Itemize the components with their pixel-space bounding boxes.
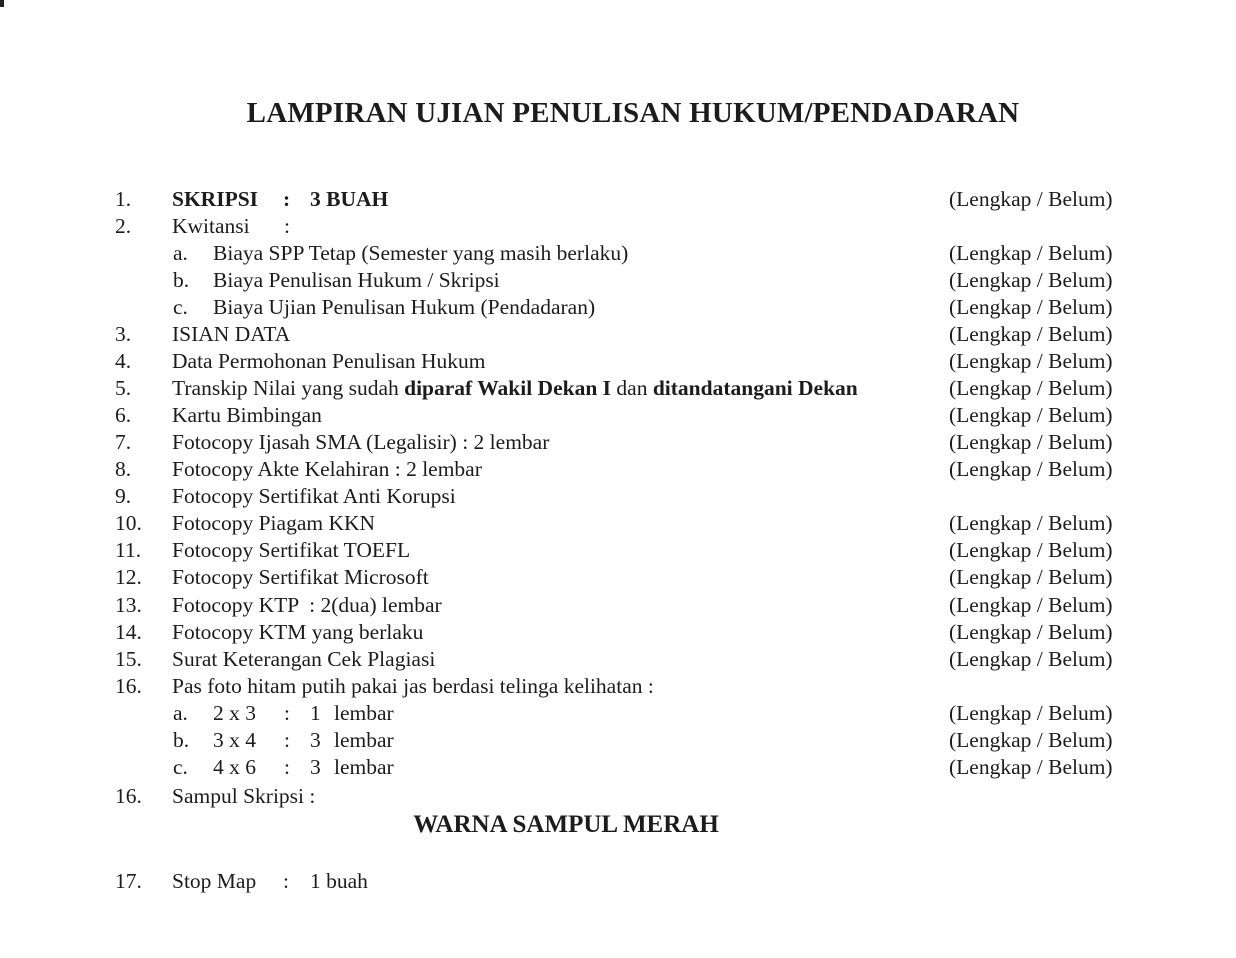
list-item-4 bbox=[0, 348, 1236, 375]
item-number: 7. bbox=[115, 430, 132, 454]
list-item-16b bbox=[0, 727, 1236, 754]
list-item-2a bbox=[0, 240, 1236, 267]
item-separator: : bbox=[284, 701, 290, 725]
cover-color-heading: WARNA SAMPUL MERAH bbox=[413, 811, 719, 838]
item-text bbox=[172, 375, 858, 402]
status-label: (Lengkap / Belum) bbox=[949, 241, 1113, 265]
status-label: (Lengkap / Belum) bbox=[949, 728, 1113, 752]
list-item-5 bbox=[0, 375, 1236, 402]
item-letter: b. bbox=[173, 268, 190, 292]
status-label: (Lengkap / Belum) bbox=[949, 565, 1113, 589]
document-title: LAMPIRAN UJIAN PENULISAN HUKUM/PENDADARAN bbox=[246, 97, 1020, 129]
list-item-17 bbox=[0, 868, 1236, 895]
status-label: (Lengkap / Belum) bbox=[949, 268, 1113, 292]
list-item-2 bbox=[0, 213, 1236, 240]
item-number: 6. bbox=[115, 403, 132, 427]
item-value: 1 buah bbox=[310, 869, 368, 893]
status-label: (Lengkap / Belum) bbox=[949, 457, 1113, 481]
item-letter: c. bbox=[173, 755, 188, 779]
item-number: 2. bbox=[115, 214, 132, 238]
item-separator: : bbox=[284, 755, 290, 779]
list-item-3 bbox=[0, 321, 1236, 348]
item-text: Surat Keterangan Cek Plagiasi bbox=[172, 647, 436, 671]
item-text: Kartu Bimbingan bbox=[172, 403, 322, 427]
photo-unit: lembar bbox=[334, 701, 394, 725]
status-label: (Lengkap / Belum) bbox=[949, 349, 1113, 373]
status-label: (Lengkap / Belum) bbox=[949, 295, 1113, 319]
item-number: 11. bbox=[115, 538, 142, 562]
photo-unit: lembar bbox=[334, 728, 394, 752]
status-label: (Lengkap / Belum) bbox=[949, 647, 1113, 671]
photo-size: 3 x 4 bbox=[213, 728, 256, 752]
item-letter: a. bbox=[173, 241, 188, 265]
list-item-2b bbox=[0, 267, 1236, 294]
list-item-16c bbox=[0, 754, 1236, 781]
item-label: Stop Map bbox=[172, 869, 257, 893]
item-text-part: dan bbox=[616, 376, 648, 400]
list-item-11 bbox=[0, 537, 1236, 564]
item-number: 13. bbox=[115, 593, 142, 617]
item-separator: : bbox=[283, 869, 289, 893]
status-label: (Lengkap / Belum) bbox=[949, 701, 1113, 725]
item-text: ISIAN DATA bbox=[172, 322, 291, 346]
item-text: Biaya Ujian Penulisan Hukum (Pendadaran) bbox=[213, 295, 596, 319]
item-text: Fotocopy Piagam KKN bbox=[172, 511, 376, 535]
list-item-13 bbox=[0, 592, 1236, 619]
list-item-6 bbox=[0, 402, 1236, 429]
item-number: 14. bbox=[115, 620, 142, 644]
item-text: Fotocopy KTP : 2(dua) lembar bbox=[172, 593, 442, 617]
item-number: 8. bbox=[115, 457, 132, 481]
photo-size: 2 x 3 bbox=[213, 701, 256, 725]
item-number: 12. bbox=[115, 565, 142, 589]
list-item-7 bbox=[0, 429, 1236, 456]
item-number: 17. bbox=[115, 869, 142, 893]
status-label: (Lengkap / Belum) bbox=[949, 755, 1113, 779]
item-text: Fotocopy Sertifikat TOEFL bbox=[172, 538, 411, 562]
list-item-16a bbox=[0, 700, 1236, 727]
item-text: Data Permohonan Penulisan Hukum bbox=[172, 349, 486, 373]
status-label: (Lengkap / Belum) bbox=[949, 593, 1113, 617]
list-item-8 bbox=[0, 456, 1236, 483]
item-text: Fotocopy Ijasah SMA (Legalisir) : 2 lembar bbox=[172, 430, 550, 454]
item-value: 3 BUAH bbox=[310, 187, 389, 211]
scan-corner-mark bbox=[0, 0, 4, 7]
item-number: 9. bbox=[115, 484, 132, 508]
item-text: Fotocopy KTM yang berlaku bbox=[172, 620, 424, 644]
list-item-2c bbox=[0, 294, 1236, 321]
status-label: (Lengkap / Belum) bbox=[949, 187, 1113, 211]
item-text: Fotocopy Sertifikat Microsoft bbox=[172, 565, 429, 589]
item-text: Fotocopy Sertifikat Anti Korupsi bbox=[172, 484, 456, 508]
item-number: 16. bbox=[115, 784, 142, 808]
list-item-16 bbox=[0, 673, 1236, 700]
item-number: 15. bbox=[115, 647, 142, 671]
status-label: (Lengkap / Belum) bbox=[949, 403, 1113, 427]
item-number: 5. bbox=[115, 376, 132, 400]
item-label: SKRIPSI bbox=[172, 187, 259, 211]
list-item-15 bbox=[0, 646, 1236, 673]
item-text-part: Transkip Nilai yang sudah bbox=[172, 376, 399, 400]
photo-unit: lembar bbox=[334, 755, 394, 779]
item-text: Fotocopy Akte Kelahiran : 2 lembar bbox=[172, 457, 482, 481]
status-label: (Lengkap / Belum) bbox=[949, 322, 1113, 346]
list-item-12 bbox=[0, 564, 1236, 591]
status-label: (Lengkap / Belum) bbox=[949, 430, 1113, 454]
item-text: Pas foto hitam putih pakai jas berdasi telinga kelihatan : bbox=[172, 674, 654, 698]
photo-size: 4 x 6 bbox=[213, 755, 256, 779]
status-label: (Lengkap / Belum) bbox=[949, 376, 1113, 400]
photo-qty: 3 bbox=[310, 755, 321, 779]
item-number: 3. bbox=[115, 322, 132, 346]
list-item-1 bbox=[0, 186, 1236, 213]
item-number: 1. bbox=[115, 187, 132, 211]
list-item-10 bbox=[0, 510, 1236, 537]
item-text: Biaya Penulisan Hukum / Skripsi bbox=[213, 268, 500, 292]
item-letter: a. bbox=[173, 701, 188, 725]
item-separator: : bbox=[283, 187, 291, 211]
item-letter: c. bbox=[173, 295, 188, 319]
item-text-emphasis: ditandatangani Dekan bbox=[652, 376, 858, 400]
status-label: (Lengkap / Belum) bbox=[949, 620, 1113, 644]
item-number: 10. bbox=[115, 511, 142, 535]
item-label: Kwitansi bbox=[172, 214, 250, 238]
list-item-16-cover bbox=[0, 783, 1236, 810]
status-label: (Lengkap / Belum) bbox=[949, 538, 1113, 562]
item-number: 4. bbox=[115, 349, 132, 373]
photo-qty: 1 bbox=[310, 701, 321, 725]
list-item-14 bbox=[0, 619, 1236, 646]
item-separator: : bbox=[284, 728, 290, 752]
item-letter: b. bbox=[173, 728, 190, 752]
list-item-9 bbox=[0, 483, 1236, 510]
item-text: Biaya SPP Tetap (Semester yang masih berlaku) bbox=[213, 241, 629, 265]
status-label: (Lengkap / Belum) bbox=[949, 511, 1113, 535]
item-text-emphasis: diparaf Wakil Dekan I bbox=[404, 376, 612, 400]
item-number: 16. bbox=[115, 674, 142, 698]
item-separator: : bbox=[284, 214, 290, 238]
photo-qty: 3 bbox=[310, 728, 321, 752]
item-text: Sampul Skripsi : bbox=[172, 784, 316, 808]
